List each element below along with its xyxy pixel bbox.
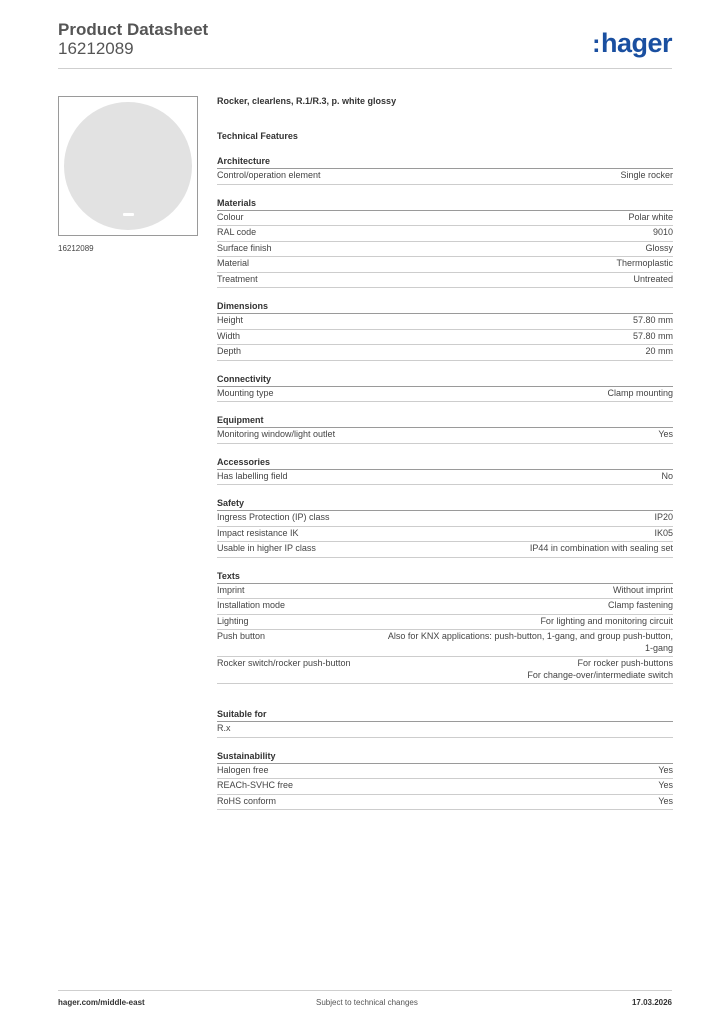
- spec-section: [217, 570, 673, 685]
- section-title: Texts: [217, 570, 673, 584]
- spec-label: Mounting type: [217, 387, 274, 398]
- spec-label: RoHS conform: [217, 795, 277, 806]
- rocker-image: [64, 102, 192, 230]
- spec-label: Height: [217, 315, 244, 325]
- spec-row: [217, 779, 673, 795]
- spec-row: [217, 330, 673, 346]
- spec-row: [217, 542, 673, 558]
- spec-row: [217, 599, 673, 615]
- spec-label: Width: [217, 330, 241, 341]
- spec-label: Push button: [217, 631, 266, 641]
- spec-value: [658, 796, 673, 808]
- spec-section: [217, 414, 673, 444]
- spec-value-line: IP20: [654, 512, 673, 522]
- technical-features-heading: Technical Features: [217, 131, 298, 141]
- spec-value: [527, 658, 673, 681]
- light-outlet-indicator: [123, 213, 134, 216]
- spec-row: [217, 511, 673, 527]
- footer-divider: [58, 990, 672, 991]
- spec-value: [661, 471, 673, 483]
- spec-label: Treatment: [217, 273, 258, 284]
- spec-value-line: 20 mm: [645, 346, 673, 356]
- spec-value: [645, 346, 673, 358]
- spec-value-line: Glossy: [645, 242, 673, 253]
- spec-value: [645, 243, 673, 255]
- spec-value-line: [670, 723, 673, 735]
- spec-row: [217, 795, 673, 811]
- spec-sections: [217, 155, 673, 810]
- section-title: Connectivity: [217, 373, 673, 387]
- spec-value: [613, 585, 673, 597]
- spec-value-line: For change-over/intermediate switch: [527, 669, 673, 680]
- spec-value-line: Clamp fastening: [607, 600, 673, 610]
- spec-value: [670, 723, 673, 735]
- spec-label: RAL code: [217, 227, 257, 237]
- footer-note: Subject to technical changes: [316, 998, 418, 1007]
- spec-row: [217, 242, 673, 258]
- spec-section: [217, 300, 673, 361]
- spec-value-line: Yes: [658, 795, 673, 806]
- image-caption: 16212089: [58, 244, 94, 253]
- spec-value-line: 57.80 mm: [632, 315, 673, 325]
- spec-row: [217, 169, 673, 185]
- spec-label: Control/operation element: [217, 170, 321, 180]
- footer-date: 17.03.2026: [631, 998, 672, 1007]
- product-number: 16212089: [58, 39, 134, 58]
- spec-value-line: Thermoplastic: [616, 258, 673, 268]
- spec-value: [654, 512, 673, 524]
- spec-label: Imprint: [217, 584, 245, 595]
- spec-row: [217, 527, 673, 543]
- spec-value: [628, 212, 673, 224]
- spec-value-line: Yes: [658, 780, 673, 790]
- specifications: [217, 94, 673, 810]
- header-divider: [58, 68, 672, 69]
- spec-row: [217, 722, 673, 738]
- spec-label: Lighting: [217, 615, 249, 626]
- spec-label: REACh-SVHC free: [217, 780, 294, 790]
- spec-row: [217, 273, 673, 289]
- spec-row: [217, 470, 673, 486]
- spec-label: Ingress Protection (IP) class: [217, 512, 330, 522]
- spec-value-line: Yes: [658, 764, 673, 775]
- spec-label: Rocker switch/rocker push-button: [217, 658, 351, 668]
- spec-value-line: Without imprint: [612, 584, 673, 595]
- section-title: Architecture: [217, 155, 673, 169]
- spec-label: Installation mode: [217, 600, 286, 610]
- section-title: Dimensions: [217, 300, 673, 314]
- spec-label: Halogen free: [217, 764, 269, 775]
- spec-row: [217, 630, 673, 657]
- product-image: [58, 96, 198, 236]
- spec-value-line: 9010: [652, 227, 673, 237]
- spec-value-line: Untreated: [633, 273, 673, 284]
- spec-value: [620, 170, 673, 182]
- spec-value: [658, 780, 673, 792]
- section-title: Safety: [217, 497, 673, 511]
- spec-row: [217, 428, 673, 444]
- spec-section: [217, 373, 673, 403]
- spec-section: [217, 197, 673, 289]
- spec-row: [217, 314, 673, 330]
- spec-value-line: IP44 in combination with sealing set: [529, 543, 673, 553]
- spec-row: [217, 257, 673, 273]
- spec-value: [633, 331, 673, 343]
- spec-label: Has labelling field: [217, 470, 288, 481]
- section-title: Materials: [217, 197, 673, 211]
- spec-row: [217, 584, 673, 600]
- spec-row: [217, 615, 673, 631]
- spec-value: [654, 528, 673, 540]
- section-title: Suitable for: [217, 708, 673, 722]
- spec-row: [217, 211, 673, 227]
- spec-value-line: Polar white: [628, 211, 673, 222]
- spec-value: [633, 274, 673, 286]
- spec-value: [607, 388, 673, 400]
- spec-label: Surface finish: [217, 242, 272, 253]
- footer-website: hager.com/middle-east: [58, 998, 145, 1007]
- spec-value-line: IK05: [654, 527, 673, 538]
- spec-value-line: Single rocker: [620, 170, 673, 180]
- spec-value: [608, 600, 673, 612]
- spec-value-line: 57.80 mm: [632, 330, 673, 341]
- spec-value: [616, 258, 673, 270]
- spec-value-line: 1-gang: [644, 642, 673, 653]
- spec-section: [217, 456, 673, 486]
- spec-label: Colour: [217, 211, 244, 222]
- spec-value: [653, 227, 673, 239]
- spec-row: [217, 764, 673, 780]
- spec-label: Usable in higher IP class: [217, 543, 316, 553]
- spec-label: Impact resistance IK: [217, 527, 299, 538]
- hager-logo: :hager: [592, 28, 672, 58]
- spec-section: [217, 708, 673, 738]
- spec-label: Material: [217, 258, 250, 268]
- spec-label: Monitoring window/light outlet: [217, 429, 336, 439]
- spec-value: [658, 429, 673, 441]
- spec-value-line: For lighting and monitoring circuit: [540, 615, 673, 626]
- spec-label: Depth: [217, 346, 242, 356]
- spec-value-line: Yes: [658, 429, 673, 439]
- spec-row: [217, 657, 673, 684]
- spec-value: [540, 616, 673, 628]
- spec-label: R.x: [217, 723, 231, 733]
- section-title: Equipment: [217, 414, 673, 428]
- spec-value-line: Also for KNX applications: push-button, 1-gang, and group push-button,: [387, 631, 673, 641]
- spec-row: [217, 345, 673, 361]
- spec-value-line: No: [661, 470, 673, 481]
- spec-value-line: Clamp mounting: [607, 387, 673, 398]
- page-title: Product Datasheet: [58, 20, 209, 39]
- spec-section: [217, 750, 673, 811]
- section-title: Accessories: [217, 456, 673, 470]
- spec-row: [217, 226, 673, 242]
- spec-value: [658, 765, 673, 777]
- product-name: Rocker, clearlens, R.1/R.3, p. white glossy: [217, 96, 397, 106]
- spec-value-line: For rocker push-buttons: [577, 658, 673, 668]
- spec-value: [633, 315, 673, 327]
- section-title: Sustainability: [217, 750, 673, 764]
- spec-row: [217, 387, 673, 403]
- spec-value: [530, 543, 673, 555]
- spec-section: [217, 497, 673, 558]
- spec-value: [388, 631, 673, 654]
- spec-section: [217, 155, 673, 185]
